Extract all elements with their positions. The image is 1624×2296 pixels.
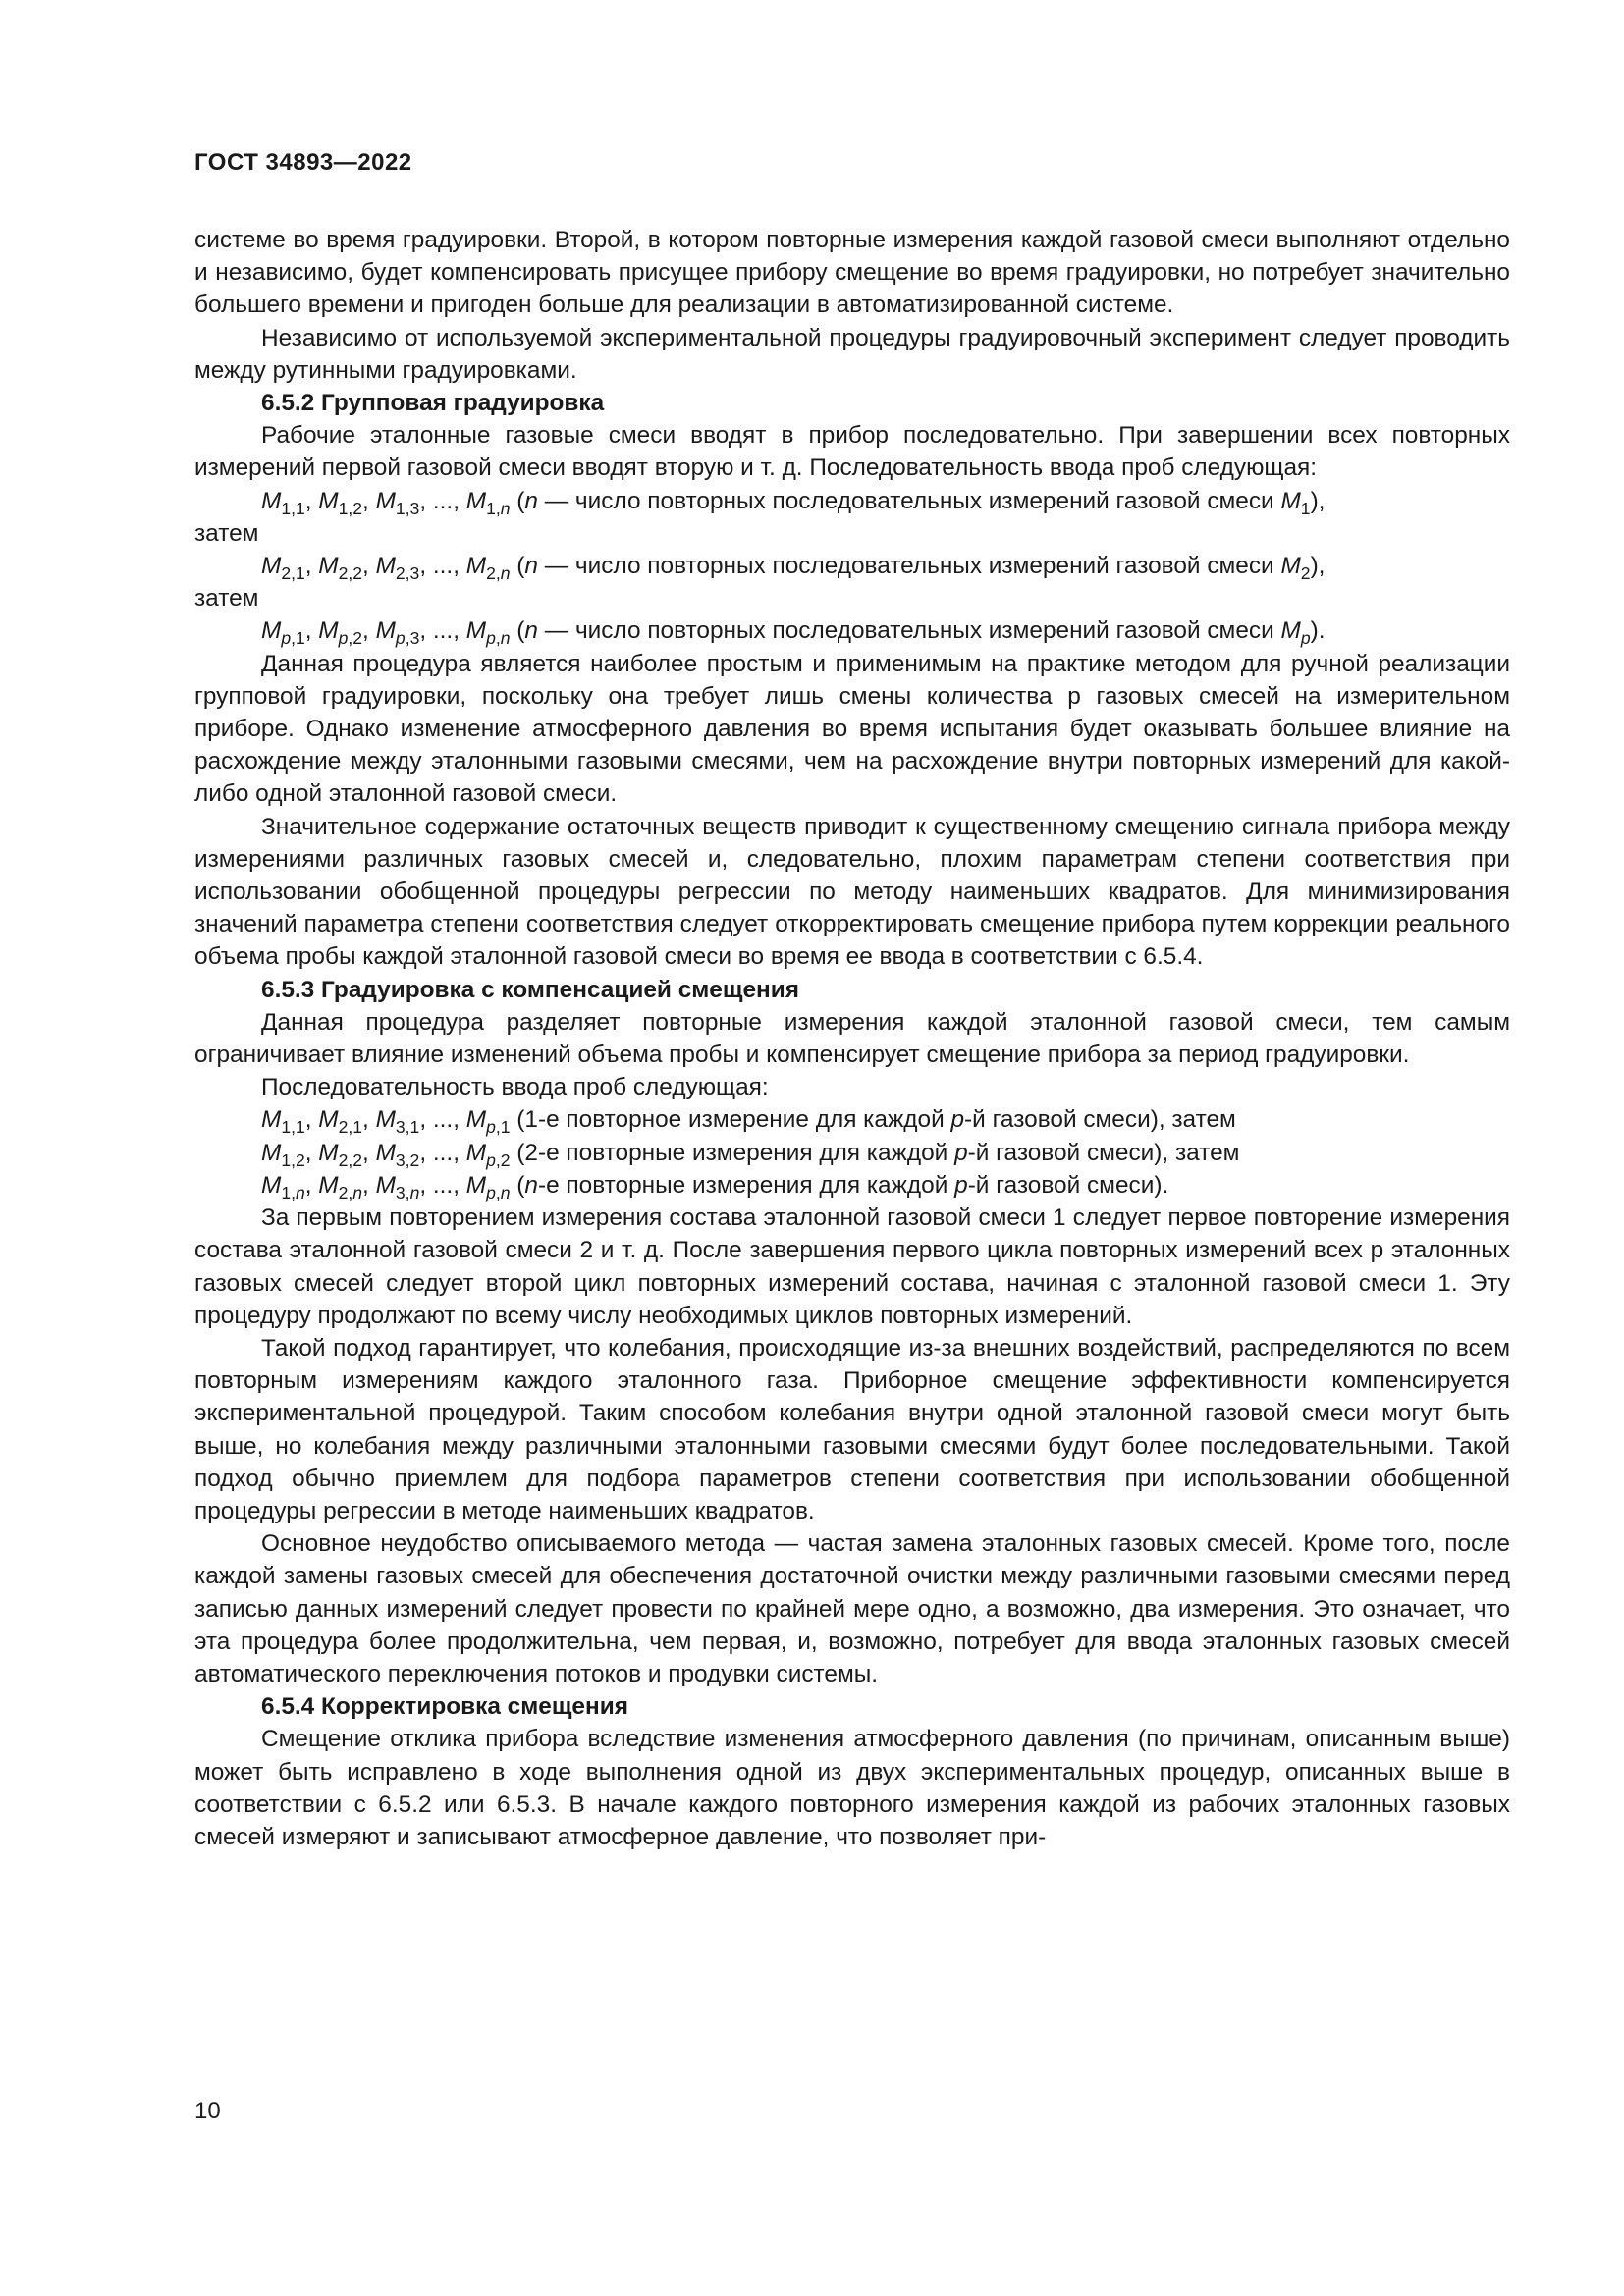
section-heading-6-5-2: 6.5.2 Групповая градуировка — [261, 390, 605, 417]
document-header: ГОСТ 34893—2022 — [194, 149, 412, 176]
paragraph: За первым повторением измерения состава эталонной газовой смеси 1 следует первое повторение измерения состава эталонной газовой смеси 2 и т. д. После завершения первого цикла повторных измерений всех p эталонных газовых смесей следует второй цикл повторных измерений состава, начиная с эталонной газовой смеси 1. Эту процедуру продолжают по всему числу необходимых циклов повторных измерений. — [194, 1204, 1510, 1329]
document-body — [194, 224, 1510, 1853]
paragraph: Смещение отклика прибора вследствие изменения атмосферного давления (по причинам, описанным выше) может быть исправлено в ходе выполнения одной из двух экспериментальных процедур, описанных выше в соответствии с 6.5.2 или 6.5.3. В начале каждого повторного измерения каждой из рабочих эталонных газовых смесей измеряют и записывают атмосферное давление, что позволяет при- — [194, 1726, 1510, 1850]
paragraph: Рабочие эталонные газовые смеси вводят в прибор последовательно. При завершении всех повторных измерений первой газовой смеси вводят вторую и т. д. Последовательность ввода проб следующая: — [194, 422, 1510, 482]
paragraph: системе во время градуировки. Второй, в котором повторные измерения каждой газовой смеси выполняют отдельно и независимо, будет компенсировать присущее прибору смещение во время градуировки, но потребует значительно большего времени и пригоден больше для реализации в автоматизированной системе. — [194, 227, 1510, 319]
section-heading-6-5-3: 6.5.3 Градуировка с компенсацией смещения — [261, 976, 799, 1003]
paragraph: Независимо от используемой экспериментальной процедуры градуировочный эксперимент следует проводить между рутинными градуировками. — [194, 324, 1510, 384]
sequence-line: $M_{1,1}$, $M_{1,2}$, $M_{1,3}$, ..., $M_{1,n}$ (n — число повторных последовательных измерений газовой смеси $M_1$), — [261, 487, 1326, 518]
then-word: затем — [194, 519, 259, 547]
then-word: затем — [194, 585, 259, 613]
sequence-line: $M_{1,1}$, $M_{2,1}$, $M_{3,1}$, ..., $M_{p,1}$ (1-е повторное измерение для каждой p-й газовой смеси), затем — [261, 1106, 1236, 1138]
sequence-line: $M_{1,n}$, $M_{2,n}$, $M_{3,n}$, ..., $M_{p,n}$ (n-е повторные измерения для каждой p-й газовой смеси). — [261, 1171, 1169, 1203]
paragraph: Последовательность ввода проб следующая: — [261, 1074, 769, 1101]
paragraph: Такой подход гарантирует, что колебания, происходящие из-за внешних воздействий, распределяются по всем повторным измерениям каждого эталонного газа. Приборное смещение эффективности компенсируется экспериментальной процедурой. Таким способом колебания внутри одной эталонной газовой смеси могут быть выше, но колебания между различными эталонными газовыми смесями будут более последовательными. Такой подход обычно приемлем для подбора параметров степени соответствия при использовании обобщенной процедуры регрессии в методе наименьших квадратов. — [194, 1334, 1510, 1524]
sequence-line: $M_{1,2}$, $M_{2,2}$, $M_{3,2}$, ..., $M_{p,2}$ (2-е повторные измерения для каждой p-й газовой смеси), затем — [261, 1139, 1240, 1170]
page-number: 10 — [194, 2098, 221, 2124]
paragraph: Значительное содержание остаточных веществ приводит к существенному смещению сигнала прибора между измерениями различных газовых смесей и, следовательно, плохим параметрам степени соответствия при использовании обобщенной процедуры регрессии по методу наименьших квадратов. Для минимизирования значений параметра степени соответствия следует откорректировать смещение прибора путем коррекции реального объема пробы каждой эталонной газовой смеси во время ее ввода в соответствии с 6.5.4. — [194, 813, 1510, 971]
sequence-line: $M_{2,1}$, $M_{2,2}$, $M_{2,3}$, ..., $M_{2,n}$ (n — число повторных последовательных измерений газовой смеси $M_2$), — [261, 553, 1326, 584]
section-heading-6-5-4: 6.5.4 Корректировка смещения — [261, 1693, 628, 1721]
paragraph: Основное неудобство описываемого метода — частая замена эталонных газовых смесей. Кроме того, после каждой замены газовых смесей для обеспечения достаточной очистки между различными газовыми смесями перед записью данных измерений следует провести по крайней мере одно, а возможно, два измерения. Это означает, что эта процедура более продолжительна, чем первая, и, возможно, потребует для ввода эталонных газовых смесей автоматического переключения потоков и продувки системы. — [194, 1530, 1510, 1687]
paragraph: Данная процедура разделяет повторные измерения каждой эталонной газовой смеси, тем самым ограничивает влияние изменений объема пробы и компенсирует смещение прибора за период градуировки. — [194, 1008, 1510, 1069]
paragraph: Данная процедура является наиболее простым и применимым на практике методом для ручной реализации групповой градуировки, поскольку она требует лишь смены количества p газовых смесей на измерительном приборе. Однако изменение атмосферного давления во время испытания будет оказывать большее влияние на расхождение между эталонными газовыми смесями, чем на расхождение внутри повторных измерений для какой-либо одной эталонной газовой смеси. — [194, 650, 1510, 808]
sequence-line: $M_{p,1}$, $M_{p,2}$, $M_{p,3}$, ..., $M_{p,n}$ (n — число повторных последовательных измерений газовой смеси $M_p$). — [261, 617, 1326, 649]
